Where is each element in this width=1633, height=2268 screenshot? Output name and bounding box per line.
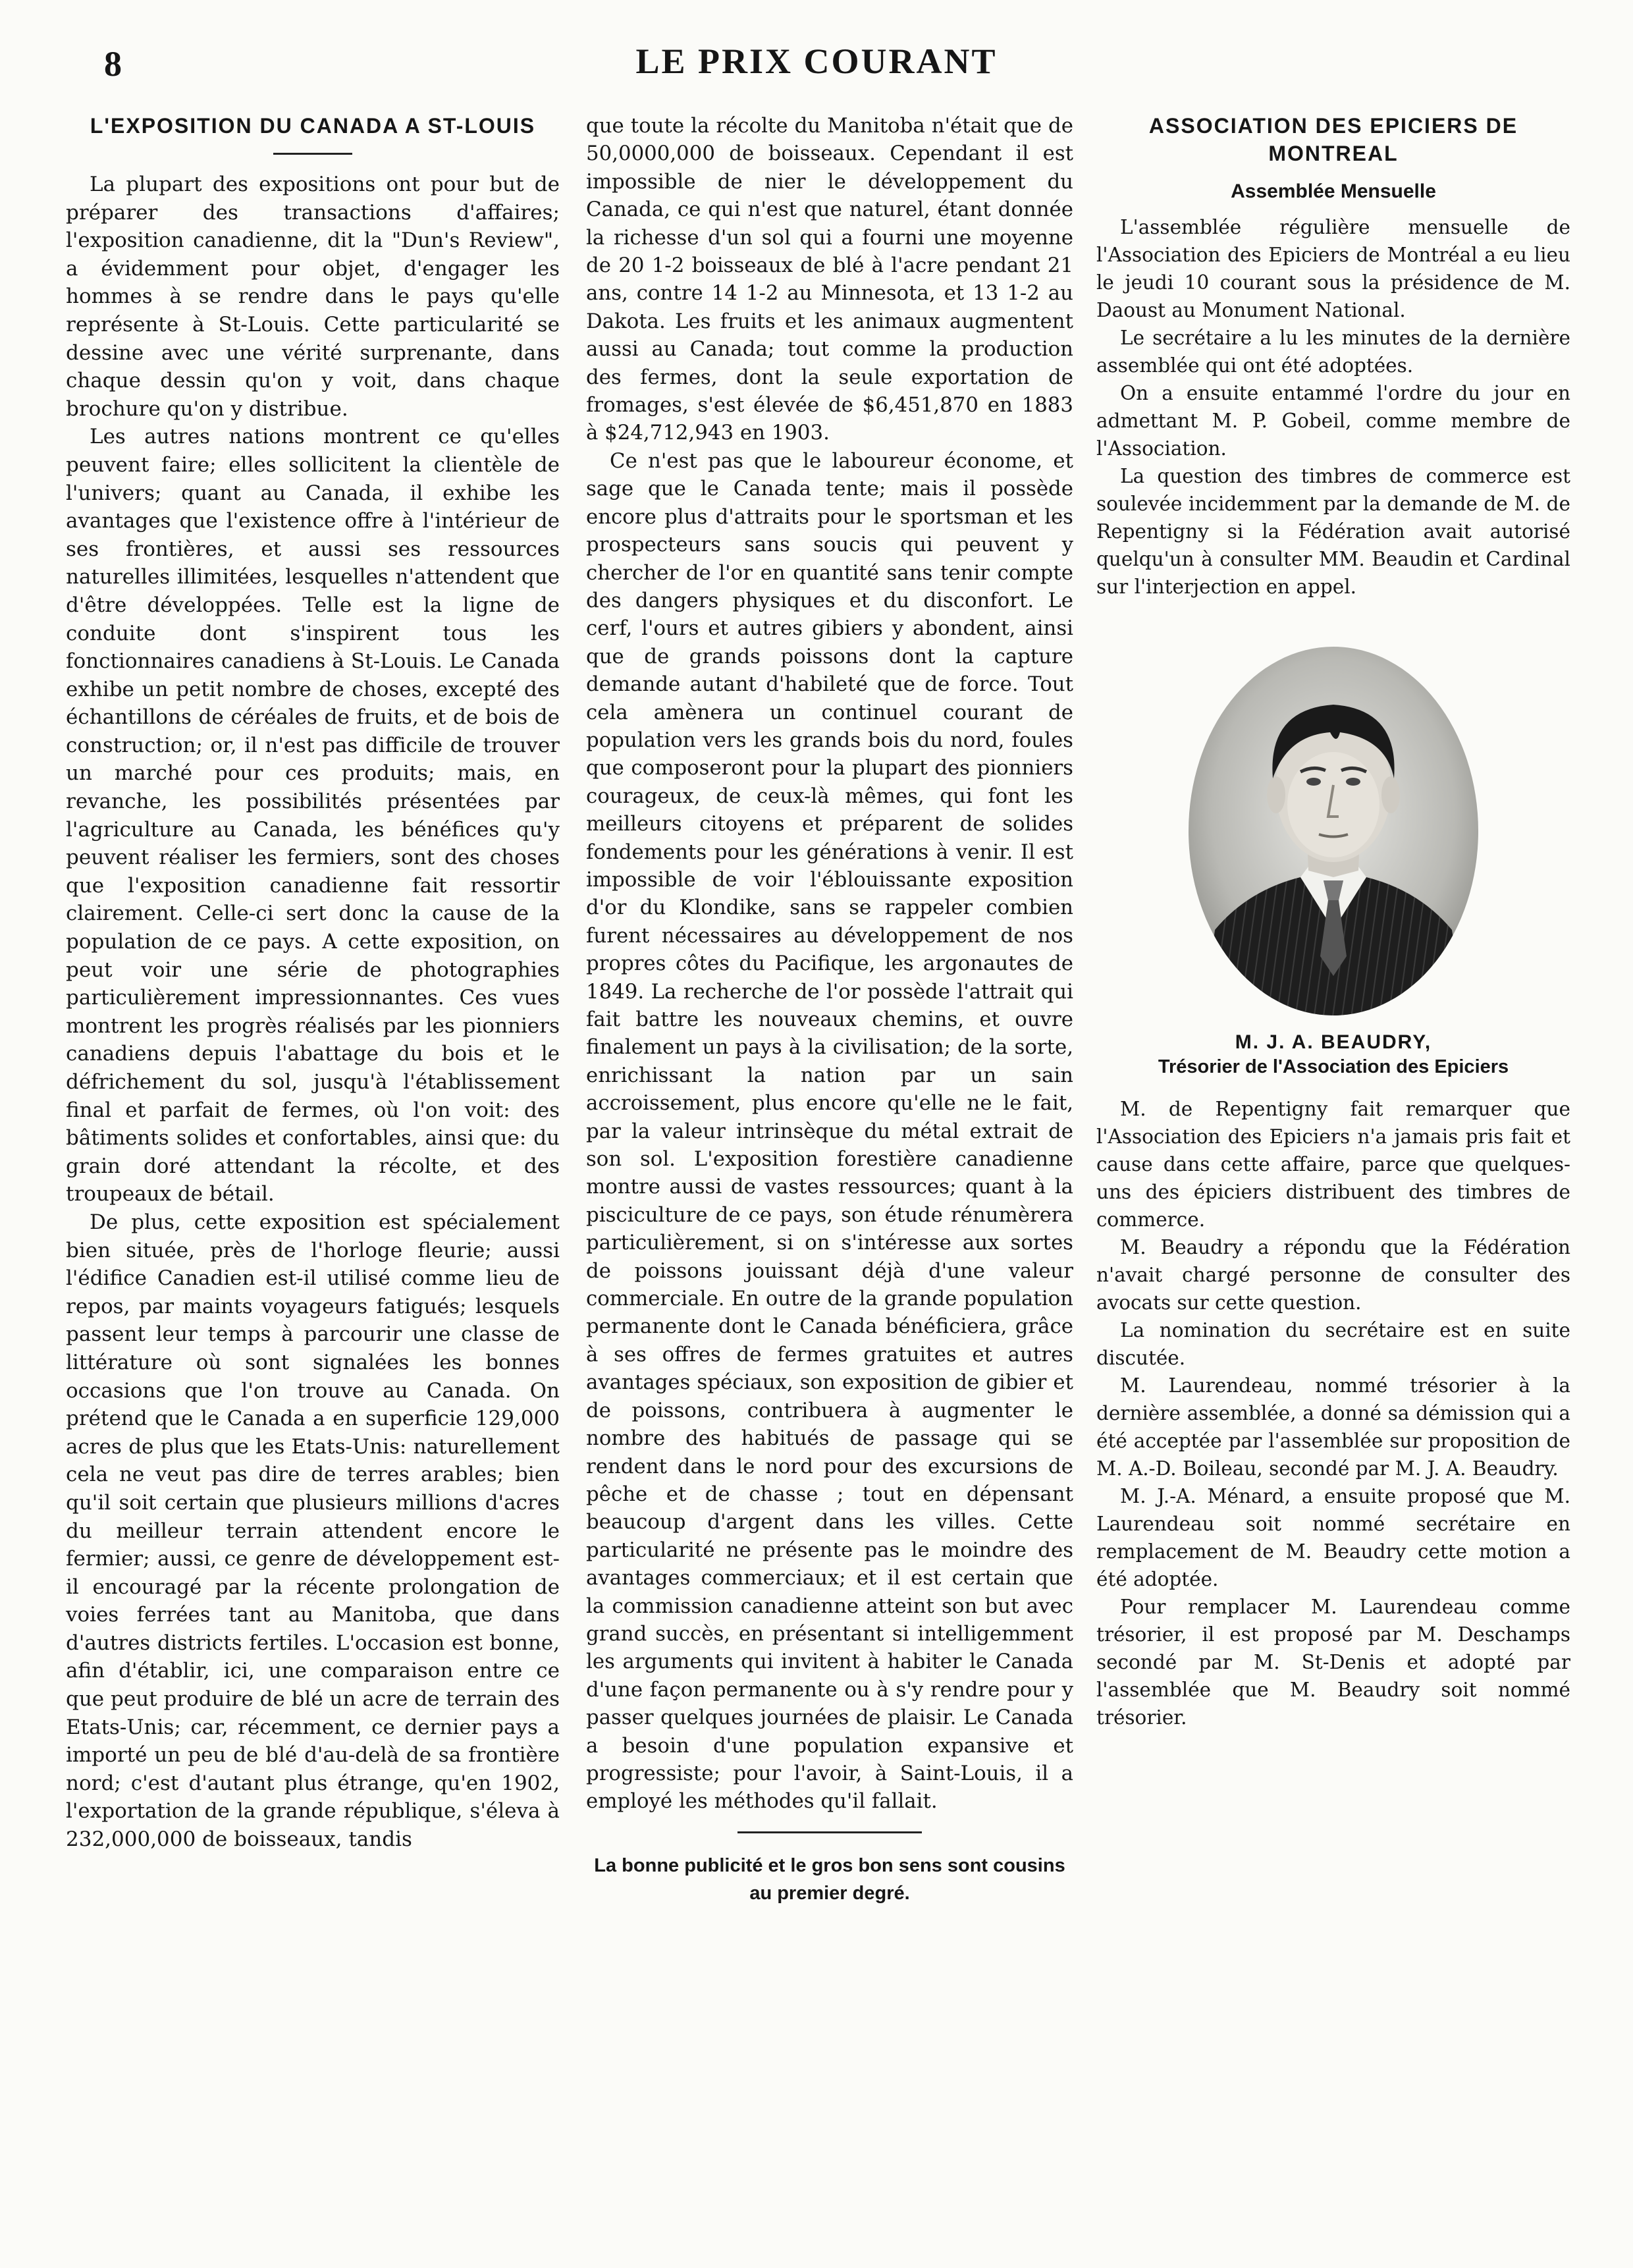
paragraph: que toute la récolte du Manitoba n'était que de 50,0000,000 de boisseaux. Cependant il est impossible de nier le développement du Canada, ce qui n'est que naturel, étant donnée la richesse d'un sol qui a fourni une moyenne de 20 1-2 boisseaux de blé à l'acre pendant 21 ans, contre 14 1-2 au Minnesota, et 13 1-2 au Dakota. Les fruits et les animaux augmentent aussi au Canada; tout comme la production des fermes, dont la seule exportation de fromages, s'est élevée de $6,451,870 en 1883 à $24,712,943 en 1903.: [586, 114, 1073, 445]
paragraph: La plupart des expositions ont pour but de préparer des transactions d'affaires; l'exposition canadienne, dit la "Dun's Review", a évidemment pour objet, d'engager les hommes à se rendre dans le pays qu'elle représente à St-Louis. Cette particularité se dessine avec une vérité surprenante, dans chaque dessin qu'on y voit, dans chaque brochure qu'on y distribue.: [66, 173, 560, 421]
section-divider: [737, 1831, 922, 1833]
page-number: 8: [104, 44, 122, 84]
portrait-photo: [1189, 647, 1478, 1015]
masthead: [0, 41, 1633, 100]
portrait-caption-title: Trésorier de l'Association des Epiciers: [1158, 1056, 1509, 1077]
column-association-article: [1096, 112, 1570, 1731]
paragraph: De plus, cette exposition est spécialement bien située, près de l'horloge fleurie; aussi l'édifice Canadien est-il utilisé comme lieu de repos, par maints voyageurs fatigués; lesquels passent leur temps à parcourir une classe de littérature où sont signalées les bonnes occasions que l'on trouve au Canada. On prétend que le Canada a en superficie 129,000 acres de plus que les Etats-Unis: naturellement cela ne veut pas dire de terres arables; bien qu'il soit certain que plusieurs millions d'acres du meilleur terrain attendent encore le fermier; aussi, ce genre de développement est-il encouragé par la récente prolongation de voies ferrées tant au Manitoba, que dans d'autres districts fertiles. L'occasion est bonne, afin d'établir, ici, une comparaison entre ce que peut produire de blé un acre de terrain des Etats-Unis; car, récemment, ce dernier pays a importé un peu de blé d'au-delà de sa frontière nord; c'est d'autant plus étrange, qu'en 1902, l'exportation de la grande république, s'éleva à 232,000,000 de boisseaux, tandis: [66, 1210, 560, 1852]
paragraph: M. de Repentigny fait remarquer que l'Association des Epiciers n'a jamais pris fait et cause dans cette affaire, parce que quelques-uns des épiciers distribuent des timbres de commerce.: [1096, 1098, 1570, 1231]
paragraph: La question des timbres de commerce est soulevée incidemment par la demande de M. de Repentigny si la Fédération avait autorisé quelqu'un à consulter MM. Beaudin et Cardinal sur l'interjection en appel.: [1096, 465, 1570, 598]
paragraph: Ce n'est pas que le laboureur économe, et sage que le Canada tente; mais il possède encore plus d'attraits pour le sportsman et les prospecteurs sans soucis qui peuvent y chercher de l'or en quantité sans tenir compte des dangers physiques et du disconfort. Le cerf, l'ours et autres gibiers y abondent, ainsi que de grands poissons dont la capture demande autant d'habileté que de force. Tout cela amènera un continuel courant de population vers les grands bois du nord, foules que composeront pour la plupart des pionniers courageux, de ceux-là mêmes, qui font les meilleurs citoyens et préparent de solides fondements pour les générations à venir. Il est impossible de voir l'éblouissante exposition d'or du Klondike, sans se rappeler combien furent nécessaires au développement de nos propres côtes du Pacifique, les argonautes de 1849. La recherche de l'or possède l'attrait qui fait battre les nouveaux chemins, et ouvre finalement un pays à la civilisation; de la sorte, enrichissant la nation par un sain accroissement, plus encore qu'elle ne le fait, par la valeur intrinsèque du métal extrait de son sol. L'exposition forestière canadienne montre aussi de vastes ressources; quant à la pisciculture de ce pays, son étude rénumèrera particulièrement, si on s'intéresse aux sortes de poissons jouissant déjà d'une valeur commerciale. En outre de la grande population permanente dont le Canada bénéficiera, grâce à ses offres de fermes gratuites et autres avantages spéciaux, son exposition de gibier et de poissons, contribuera à augmenter le nombre des habitués de passage qui se rendent dans le nord pour des excursions de pêche et de chasse ; tout en dépensant beaucoup d'argent dans les villes. Cette particularité ne présente pas le moindre des avantages commerciaux; et il est certain que la commission canadienne atteint son but avec grand succès, en présentant si intelligemment les arguments qui invitent à habiter le Canada d'une façon permanente ou à s'y rendre pour y passer quelques journées de plaisir. Le Canada a besoin d'une population expansive et progressiste; pour l'avoir, à Saint-Louis, il a employé les méthodes qu'il fallait.: [586, 448, 1073, 1814]
newspaper-title: LE PRIX COURANT: [635, 41, 998, 81]
paragraph: M. Beaudry a répondu que la Fédération n'avait chargé personne de consulter des avocats sur cette question.: [1096, 1236, 1570, 1314]
paragraph: Les autres nations montrent ce qu'elles peuvent faire; elles sollicitent la clientèle de l'univers; quant au Canada, il exhibe les avantages que l'existence offre à l'intérieur de ses frontières, et aussi ses ressources naturelles illimitées, lesquelles n'attendent que d'être développées. Telle est la ligne de conduite dont s'inspirent tous les fonctionnaires canadiens à St-Louis. Le Canada exhibe un petit nombre de choses, excepté des échantillons de céréales de fruits, et de bois de construction; or, il n'est pas difficile de trouver un marché pour ces produits; mais, en revanche, les possibilités présentées par l'agriculture au Canada, les bénéfices qu'y peuvent réaliser les fermiers, sont des choses que l'exposition canadienne fait ressortir clairement. Celle-ci sert donc la cause de la population de ce pays. A cette exposition, on peut voir une série de photographies particulièrement impressionnantes. Ces vues montrent les progrès réalisés par les pionniers canadiens depuis l'abattage du bois et le défrichement du sol, jusqu'à l'établissement final et parfait de fermes, où l'on voit: des bâtiments solides et confortables, ainsi que: du grain doré attendant la récolte, et des troupeaux de bétail.: [66, 425, 560, 1206]
tagline: La bonne publicité et le gros bon sens sont cousins au premier degré.: [594, 1854, 1065, 1904]
column-exposition-article: [66, 112, 560, 1854]
article-body: [66, 171, 560, 1854]
paragraph: Le secrétaire a lu les minutes de la dernière assemblée qui ont été adoptées.: [1096, 327, 1570, 377]
headline-rule: [273, 153, 352, 155]
article-headline: ASSOCIATION DES EPICIERS DE MONTREAL: [1148, 114, 1518, 165]
article-headline: L'EXPOSITION DU CANADA A ST-LOUIS: [90, 114, 536, 138]
paragraph: On a ensuite entammé l'ordre du jour en admettant M. P. Gobeil, comme membre de l'Association.: [1096, 382, 1570, 460]
paragraph: M. J.-A. Ménard, a ensuite proposé que M. Laurendeau soit nommé secrétaire en remplacement de M. Beaudry cette motion a été adoptée.: [1096, 1485, 1570, 1590]
article-body-bottom: [1096, 1095, 1570, 1731]
portrait-illustration: [1189, 647, 1478, 1015]
paragraph: Pour remplacer M. Laurendeau comme trésorier, il est proposé par M. Deschamps secondé par M. St-Denis et adopté par l'assemblée que M. Beaudry soit nommé trésorier.: [1096, 1596, 1570, 1729]
paragraph: La nomination du secrétaire est en suite discutée.: [1096, 1319, 1570, 1369]
article-body-top: [1096, 213, 1570, 601]
paragraph: M. Laurendeau, nommé trésorier à la dernière assemblée, a donné sa démission qui a été acceptée par l'assemblée sur proposition de M. A.-D. Boileau, secondé par M. J. A. Beaudry.: [1096, 1374, 1570, 1480]
article-body-continued: [586, 112, 1073, 1816]
column-exposition-continued: [586, 112, 1073, 1907]
paragraph: L'assemblée régulière mensuelle de l'Association des Epiciers de Montréal a eu lieu le jeudi 10 courant sous la présidence de M. Daoust au Monument National.: [1096, 216, 1570, 321]
article-subheadline: Assemblée Mensuelle: [1231, 180, 1436, 202]
portrait-caption-name: M. J. A. BEAUDRY,: [1235, 1031, 1432, 1053]
